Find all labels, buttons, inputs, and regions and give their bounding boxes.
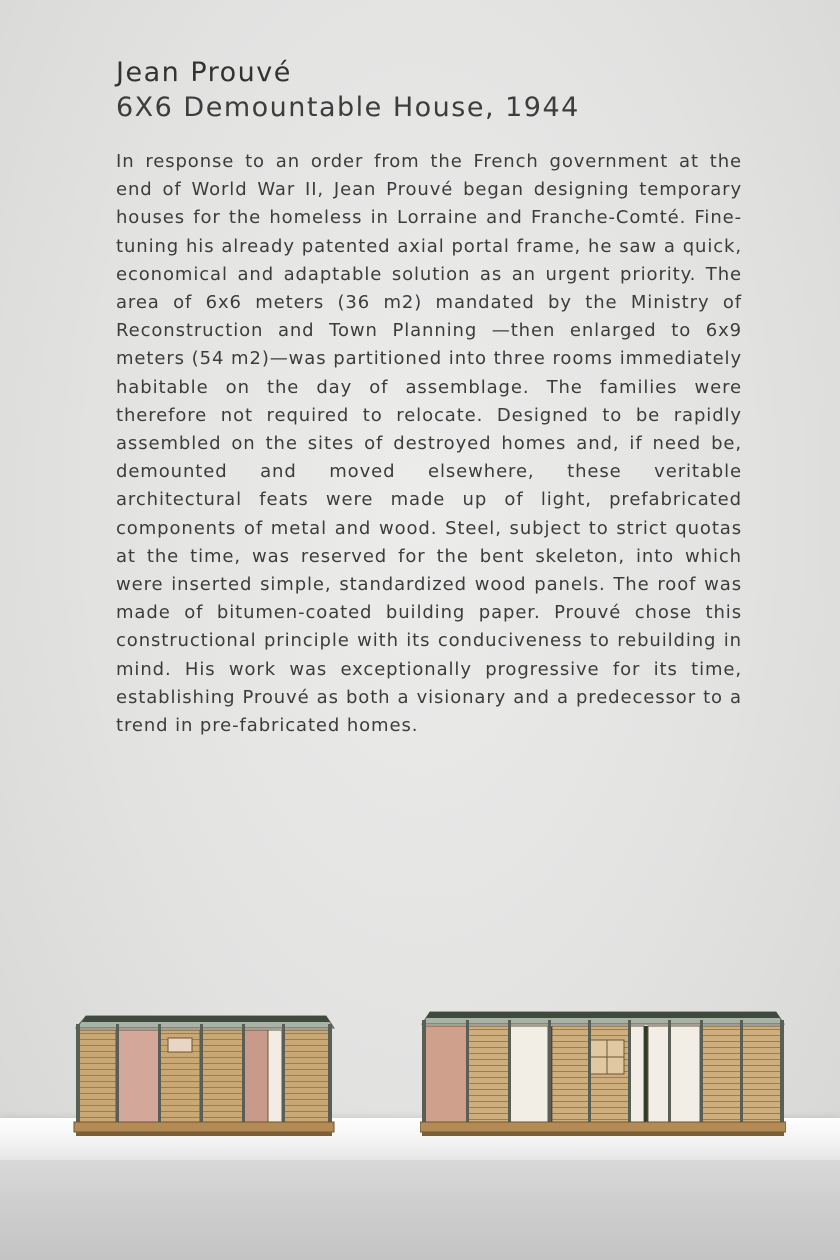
house-model-small [72,1010,336,1138]
work-title: 6X6 Demountable House, 1944 [116,92,580,123]
artist-name: Jean Prouvé [116,57,292,88]
house-model-large [420,1006,786,1138]
display-plinth-front [0,1160,840,1260]
wall-label [116,56,742,740]
description-text: In response to an order from the French government at the end of World War II, Jean Prouvé began designing temporary houses for the homeless in Lorraine and Franche-Comté. Fine-tuning his already patented axial portal frame, he saw a quick, economical and adaptable solution as an urgent priority. The area of 6x6 meters (36 m2) mandated by the Ministry of Reconstruction and Town Planning —then enlarged to 6x9 meters (54 m2)—was partitioned into three rooms immediately habitable on the day of assemblage. The families were therefore not required to relocate. Designed to be rapidly assembled on the sites of destroyed homes and, if need be, demounted and moved elsewhere, these veritable architectural feats were made up of light, prefabricated components of metal and wood. Steel, subject to strict quotas at the time, was reserved for the bent skeleton, into which were inserted simple, standardized wood panels. The roof was made of bitumen-coated building paper. Prouvé chose this constructional principle with its conduciveness to rebuilding in mind. His work was exceptionally progressive for its time, establishing Prouvé as both a visionary and a predecessor to a trend in pre-fabricated homes. [116,151,742,737]
